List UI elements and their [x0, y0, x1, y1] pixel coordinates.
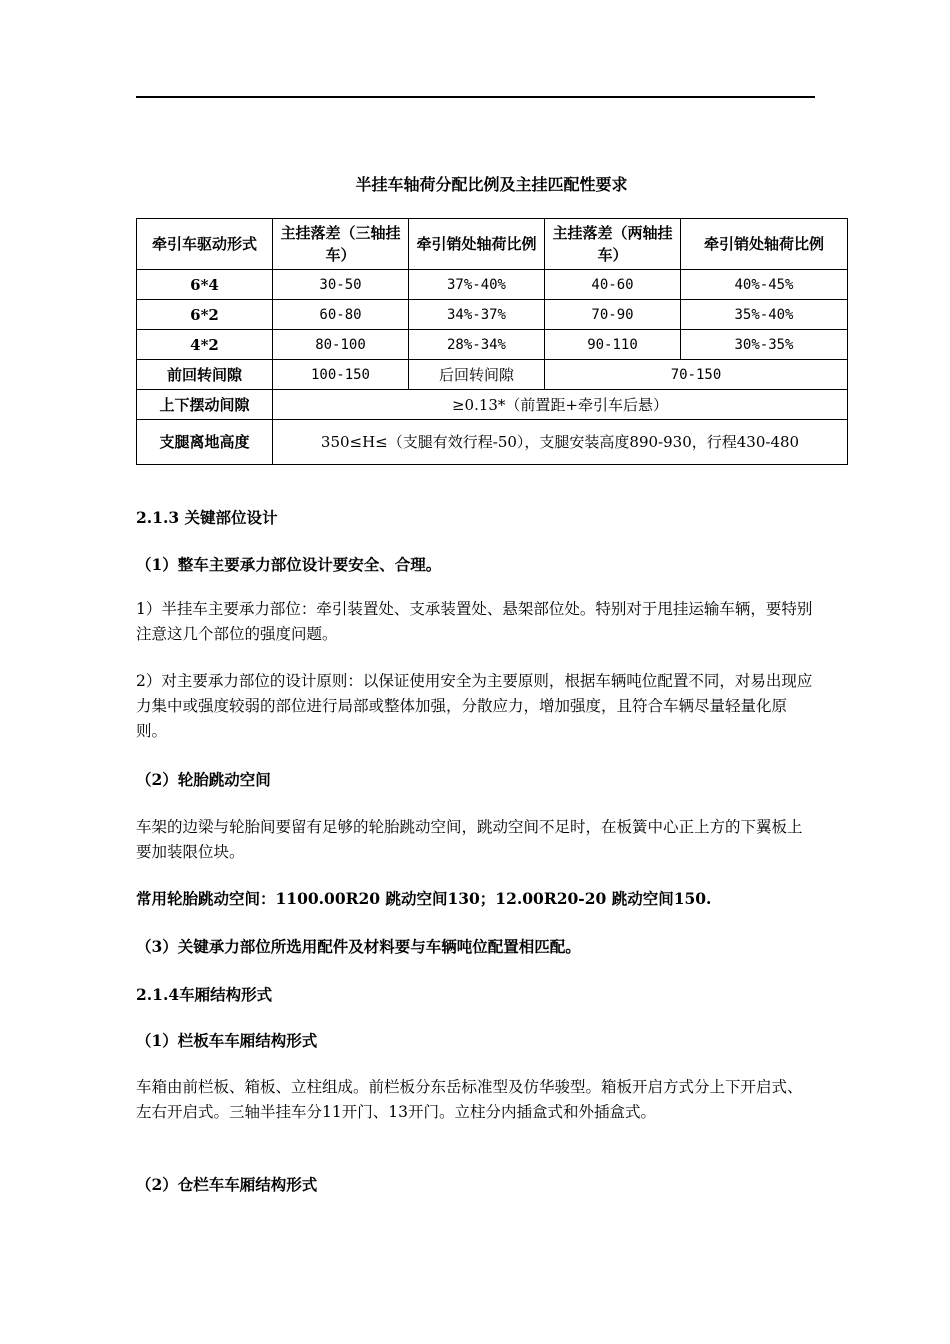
leg-height-value: 350≤H≤（支腿有效行程-50），支腿安装高度890-930，行程430-480 [273, 420, 848, 465]
table-cell: 37%-40% [409, 270, 545, 300]
subsection-heading: （3）关键承力部位所选用配件及材料要与车辆吨位配置相匹配。 [136, 937, 581, 956]
table-cell: 40-60 [545, 270, 681, 300]
table-cell: 90-110 [545, 330, 681, 360]
table-cell: 4*2 [137, 330, 273, 360]
leg-height-label: 支腿离地高度 [137, 420, 273, 465]
swing-gap-label: 上下摆动间隙 [137, 390, 273, 420]
table-cell: 30%-35% [681, 330, 848, 360]
table-row [137, 300, 848, 330]
table-row [137, 390, 848, 420]
paragraph: 车箱由前栏板、箱板、立柱组成。前栏板分东岳标准型及仿华骏型。箱板开启方式分上下开启式、左右开启式。三轴半挂车分11开门、13开门。立柱分内插盒式和外插盒式。 [136, 1078, 803, 1121]
table-header-row [137, 219, 848, 270]
table-cell: 70-90 [545, 300, 681, 330]
table-cell: 80-100 [273, 330, 409, 360]
swing-gap-value: ≥0.13*（前置距+牵引车后悬） [273, 390, 848, 420]
paragraph: 车架的边梁与轮胎间要留有足够的轮胎跳动空间，跳动空间不足时，在板簧中心正上方的下翼板上要加装限位块。 [136, 818, 803, 861]
rear-gap-value: 70-150 [545, 360, 848, 390]
table-cell: 6*4 [137, 270, 273, 300]
header-rule [136, 96, 815, 98]
rear-gap-label: 后回转间隙 [409, 360, 545, 390]
table-row [137, 330, 848, 360]
table-cell: 40%-45% [681, 270, 848, 300]
section-heading: 2.1.4车厢结构形式 [136, 985, 273, 1004]
table-row [137, 270, 848, 300]
subsection-heading: （1）整车主要承力部位设计要安全、合理。 [136, 555, 442, 574]
header-cell: 主挂落差（两轴挂车） [545, 219, 681, 270]
front-gap-label: 前回转间隙 [137, 360, 273, 390]
subsection-heading: （1）栏板车车厢结构形式 [136, 1031, 318, 1050]
table-title: 半挂车轴荷分配比例及主挂匹配性要求 [355, 175, 628, 194]
header-cell: 主挂落差（三轴挂车） [273, 219, 409, 270]
table-cell: 6*2 [137, 300, 273, 330]
section-heading: 2.1.3 关键部位设计 [136, 508, 278, 527]
subsection-heading: （2）仓栏车车厢结构形式 [136, 1175, 318, 1194]
paragraph: 2）对主要承力部位的设计原则：以保证使用安全为主要原则，根据车辆吨位配置不同，对易出现应力集中或强度较弱的部位进行局部或整体加强，分散应力，增加强度，且符合车辆尽量轻量化原则。 [136, 672, 813, 740]
table-cell: 30-50 [273, 270, 409, 300]
table-cell: 60-80 [273, 300, 409, 330]
subsection-heading: （2）轮胎跳动空间 [136, 770, 271, 789]
paragraph: 常用轮胎跳动空间：1100.00R20 跳动空间130；12.00R20-20 跳动空间150. [136, 889, 712, 908]
front-gap-value: 100-150 [273, 360, 409, 390]
header-cell: 牵引销处轴荷比例 [409, 219, 545, 270]
spec-table [136, 218, 848, 465]
table-row [137, 360, 848, 390]
table-cell: 35%-40% [681, 300, 848, 330]
table-cell: 34%-37% [409, 300, 545, 330]
table-row [137, 420, 848, 465]
header-cell: 牵引销处轴荷比例 [681, 219, 848, 270]
table-cell: 28%-34% [409, 330, 545, 360]
header-cell: 牵引车驱动形式 [137, 219, 273, 270]
paragraph: 1）半挂车主要承力部位：牵引装置处、支承装置处、悬架部位处。特别对于甩挂运输车辆，要特别注意这几个部位的强度问题。 [136, 600, 813, 643]
